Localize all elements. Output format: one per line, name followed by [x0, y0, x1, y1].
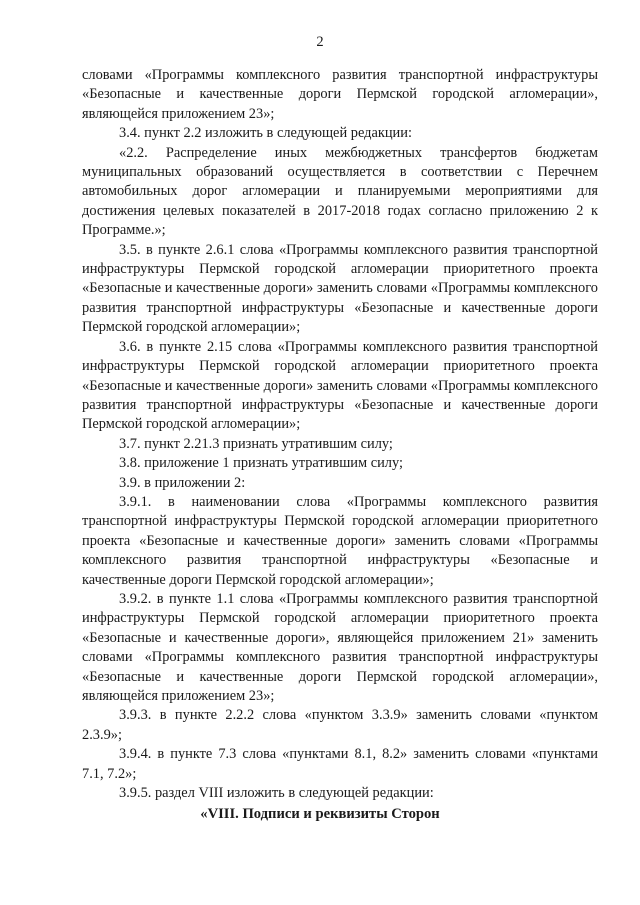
page-number: 2 [316, 34, 324, 50]
paragraph: 3.9.5. раздел VIII изложить в следующей редакции: [119, 785, 434, 802]
paragraph: 3.8. приложение 1 признать утратившим силу; [119, 455, 403, 472]
paragraph: 3.9.4. в пункте 7.3 слова «пунктами 8.1, 8.2» заменить словами «пунктами 7.1, 7.2»; [82, 746, 598, 782]
paragraph: словами «Программы комплексного развития транспортной инфраструктуры «Безопасные и качественные дороги Пермской городской агломерации», являющейся приложением 23»; [82, 67, 598, 122]
paragraph: 3.9.3. в пункте 2.2.2 слова «пунктом 3.3.9» заменить словами «пунктом 2.3.9»; [82, 707, 598, 743]
paragraph: 3.5. в пункте 2.6.1 слова «Программы комплексного развития транспортной инфраструктуры Пермской городской агломерации приоритетного проекта «Безопасные и качественные дороги» заменить словами «Программы комплексного развития транспортной инфраструктуры «Безопасные и качественные дороги Пермской городской агломерации»; [82, 241, 598, 336]
section-heading: «VIII. Подписи и реквизиты Сторон [200, 806, 440, 822]
paragraph: 3.9.2. в пункте 1.1 слова «Программы комплексного развития транспортной инфраструктуры Пермской городской агломерации приоритетного проекта «Безопасные и качественные дороги», являющейся приложением 21» заменить словами «Программы комплексного развития транспортной инфраструктуры «Безопасные и качественные дороги Пермской городской агломерации», являющейся приложением 23»; [82, 590, 598, 704]
paragraph: 3.6. в пункте 2.15 слова «Программы комплексного развития транспортной инфраструктуры Пермской городской агломерации приоритетного проекта «Безопасные и качественные дороги» заменить словами «Программы комплексного развития транспортной инфраструктуры «Безопасные и качественные дороги Пермской городской агломерации»; [82, 338, 598, 433]
paragraph: 3.7. пункт 2.21.3 признать утратившим силу; [119, 435, 393, 452]
document-body [82, 66, 598, 803]
paragraph: 3.9. в приложении 2: [119, 474, 246, 491]
paragraph: 3.9.1. в наименовании слова «Программы комплексного развития транспортной инфраструктуры Пермской городской агломерации приоритетного проекта «Безопасные и качественные дороги» заменить словами «Программы комплексного развития транспортной инфраструктуры «Безопасные и качественные дороги Пермской городской агломерации»; [82, 493, 598, 588]
paragraph: 3.4. пункт 2.2 изложить в следующей редакции: [119, 125, 412, 142]
paragraph: «2.2. Распределение иных межбюджетных трансфертов бюджетам муниципальных образований осуществляется в соответствии с Перечнем автомобильных дорог агломерации и планируемыми мероприятиями для достижения целевых показателей в 2017-2018 годах согласно приложению 2 к Программе.»; [82, 144, 598, 239]
